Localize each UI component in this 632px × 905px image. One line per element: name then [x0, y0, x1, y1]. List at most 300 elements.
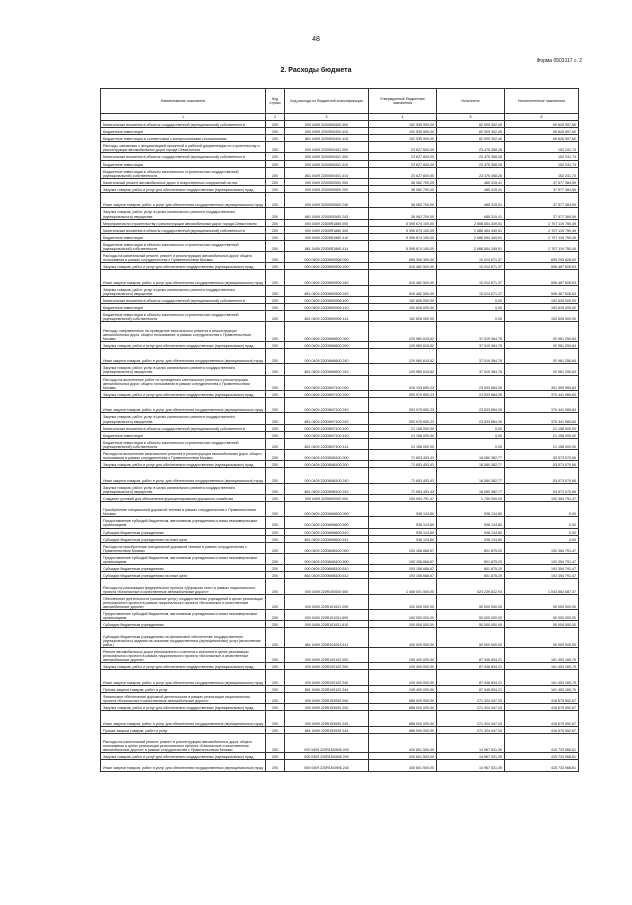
unexecuted-amount: 2 707 119 750,49	[505, 226, 579, 233]
budget-code: 000 0409 220R153930 240	[285, 711, 369, 726]
unexecuted-amount: 21 158 000,00	[505, 431, 579, 438]
line-code: 200	[266, 621, 285, 628]
budget-code: 000 0409 22005R1880 400	[285, 226, 369, 233]
column-number: 5	[437, 114, 505, 121]
page-number: 48	[312, 36, 320, 43]
approved-amount: 21 158 000,00	[369, 431, 437, 438]
budget-code: 000 0409 2200500400 400	[285, 121, 369, 128]
approved-amount: 193 156 666,67	[369, 542, 437, 553]
budget-code: 000 0409 2200600000 000	[285, 494, 369, 501]
executed-amount: 801 875,20	[437, 572, 505, 579]
executed-amount: 18 080 382,77	[437, 450, 505, 461]
expense-name: Финансовое обеспечение дорожной деятельности в рамках реализации национального проекта «Безопасные и качественные автомобильные дороги»	[101, 692, 266, 703]
line-code: 200	[266, 322, 285, 342]
expense-name: Иные закупки товаров, работ и услуг для обеспечения государственных (муниципальных) нужд	[101, 270, 266, 285]
executed-amount: 50 000 000,00	[437, 628, 505, 648]
executed-amount: 2 688 554 349,51	[437, 233, 505, 240]
executed-amount: 82 909 302,40	[437, 128, 505, 135]
unexecuted-amount: 192 354 791,47	[505, 572, 579, 579]
approved-amount: 393 975 650,23	[369, 413, 437, 424]
table-row	[101, 535, 579, 542]
approved-amount: 100 000 000,00	[369, 610, 437, 621]
unexecuted-amount: 506 467 828,63	[505, 263, 579, 270]
unexecuted-amount: 416 675 552,67	[505, 704, 579, 711]
executed-amount: 50 000 000,00	[437, 594, 505, 609]
approved-amount: 516 482 500,00	[369, 285, 437, 296]
table-row	[101, 628, 579, 648]
expense-name: Предоставление субсидий бюджетным, автономным учреждениям и иным некоммерческим организациям	[101, 517, 266, 528]
table-row	[101, 193, 579, 208]
column-number: 3	[285, 114, 369, 121]
line-code: 200	[266, 121, 285, 128]
expense-name: Приобретение специальной дорожной техники в рамках сотрудничества с Правительством Москвы	[101, 501, 266, 516]
line-code: 200	[266, 296, 285, 303]
executed-amount: 0,00	[437, 424, 505, 431]
executed-amount: 2 688 554 349,51	[437, 240, 505, 251]
approved-amount: 38 062 700,00	[369, 185, 437, 192]
executed-amount: 37 019 364,78	[437, 349, 505, 364]
expense-name: Прочая закупка товаров, работ и услуг	[101, 685, 266, 692]
table-row	[101, 322, 579, 342]
expense-name: Субсидии бюджетным учреждениям на финансовое обеспечение государственного (муниципального) задания на оказание государственных (муниципальных) услуг (выполнение работ)	[101, 628, 266, 648]
budget-code: 000 0409 22005M3906 400	[285, 296, 369, 303]
table-row	[101, 167, 579, 178]
expense-name: Закупка товаров, работ и услуг для обеспечения государственных (муниципальных) нужд	[101, 263, 266, 270]
unexecuted-amount: 2 707 119 750,49	[505, 240, 579, 251]
budget-code: 000 0409 22006M6600 600	[285, 517, 369, 528]
executed-amount: 0,00	[437, 296, 505, 303]
approved-amount: 393 975 650,23	[369, 390, 437, 397]
expense-name: Иные закупки товаров, работ и услуг для обеспечения государственных (муниципальных) нужд	[101, 468, 266, 483]
line-code: 200	[266, 461, 285, 468]
executed-amount: 801 875,20	[437, 542, 505, 553]
approved-amount: 688 000 000,00	[369, 726, 437, 733]
approved-amount: 152 535 900,00	[369, 135, 437, 142]
column-number: 1	[101, 114, 266, 121]
approved-amount: 129 980 615,62	[369, 349, 437, 364]
unexecuted-amount: 50 000 000,00	[505, 610, 579, 621]
line-code: 200	[266, 153, 285, 160]
line-code: 200	[266, 142, 285, 153]
column-header: Наименование показателя	[101, 89, 266, 114]
expense-name: Расходы на выполнение капитального ремонта и реконструкции автомобильных дорог общего пользования в рамках сотрудничества с Правительством Москвы	[101, 450, 266, 461]
table-row	[101, 364, 579, 375]
executed-amount: 23 475 358,26	[437, 167, 505, 178]
budget-code: 000 0409 22006M8100 000	[285, 542, 369, 553]
budget-code: 861 0409 22005R1880 414	[285, 240, 369, 251]
budget-code: 000 0409 220R101001 610	[285, 621, 369, 628]
approved-amount: 71 653 453,43	[369, 450, 437, 461]
executed-amount: 23 533 684,39	[437, 413, 505, 424]
unexecuted-amount: 161 453 165,79	[505, 647, 579, 662]
budget-code: 861 0409 22005M7100 414	[285, 438, 369, 449]
expense-name: Капитальные вложения в объекты государственной (муниципальной) собственности	[101, 121, 266, 128]
table-row	[101, 296, 579, 303]
expense-name: Бюджетные инвестиции в соответствии с концессионными соглашениями	[101, 135, 266, 142]
approved-amount: 193 156 666,67	[369, 572, 437, 579]
executed-amount: 23 475 358,26	[437, 153, 505, 160]
unexecuted-amount: 152 826 000,00	[505, 296, 579, 303]
executed-amount: 87 946 834,21	[437, 685, 505, 692]
budget-code: 000 0409 22005M7100 000	[285, 375, 369, 390]
line-code: 200	[266, 647, 285, 662]
budget-code: 861 0409 22005M7100 243	[285, 413, 369, 424]
unexecuted-amount: 161 453 165,79	[505, 670, 579, 685]
executed-amount: 271 324 447,33	[437, 711, 505, 726]
table-row	[101, 542, 579, 553]
approved-amount: 938 124,80	[369, 528, 437, 535]
expense-name: Предоставление субсидий бюджетным, автономным учреждениям и иным некоммерческим организациям	[101, 610, 266, 621]
table-row	[101, 240, 579, 251]
executed-amount: 10 014 671,37	[437, 263, 505, 270]
approved-amount: 23 627 600,00	[369, 167, 437, 178]
budget-code: 000 0409 22005M7100 400	[285, 424, 369, 431]
executed-amount: 801 875,20	[437, 553, 505, 564]
approved-amount: 100 000 000,00	[369, 594, 437, 609]
executed-amount: 10 014 671,37	[437, 252, 505, 263]
line-code: 200	[266, 517, 285, 528]
line-code: 200	[266, 413, 285, 424]
unexecuted-amount: 506 467 828,63	[505, 285, 579, 296]
budget-code: 861 0409 22005M3906 243	[285, 285, 369, 296]
budget-code: 000 0409 22005R1880 410	[285, 233, 369, 240]
executed-amount: 82 909 302,40	[437, 121, 505, 128]
budget-code: 000 0409 2200500400 410	[285, 128, 369, 135]
unexecuted-amount: 69 626 597,60	[505, 121, 579, 128]
approved-amount: 5 395 674 100,00	[369, 226, 437, 233]
budget-code: 000 0409 220R153930 000	[285, 692, 369, 703]
line-code: 200	[266, 167, 285, 178]
unexecuted-amount: 37 577 384,59	[505, 178, 579, 185]
header-row	[101, 89, 579, 114]
line-code: 200	[266, 424, 285, 431]
unexecuted-amount: 53 573 070,66	[505, 461, 579, 468]
executed-amount: 10 014 671,37	[437, 270, 505, 285]
executed-amount: 18 080 382,77	[437, 461, 505, 468]
expense-name: Бюджетные инвестиции в объекты капитального строительства государственной (муниципальной) собственности	[101, 240, 266, 251]
table-row	[101, 349, 579, 364]
expenses-table	[100, 88, 579, 772]
executed-amount: 23 533 684,39	[437, 375, 505, 390]
expense-name: Бюджетные инвестиции в объекты капитального строительства государственной (муниципальной) собственности	[101, 167, 266, 178]
table-row	[101, 121, 579, 128]
table-row	[101, 263, 579, 270]
budget-code: 861 0409 22005M3906 414	[285, 311, 369, 322]
unexecuted-amount: 92 961 250,84	[505, 322, 579, 342]
approved-amount: 5 395 674 100,00	[369, 240, 437, 251]
approved-amount: 38 062 700,00	[369, 208, 437, 219]
expense-name: Закупка товаров, работ, услуг в целях капитального ремонта государственного (муниципального) имущества	[101, 285, 266, 296]
line-code: 200	[266, 233, 285, 240]
executed-amount: 0,00	[437, 311, 505, 322]
column-header: Утвержденные бюджетные назначения	[369, 89, 437, 114]
line-code: 200	[266, 390, 285, 397]
expense-name: Бюджетные инвестиции в объекты капитального строительства государственной (муниципальной) собственности	[101, 438, 266, 449]
executed-amount: 271 324 447,33	[437, 726, 505, 733]
table-row	[101, 431, 579, 438]
line-code: 200	[266, 670, 285, 685]
line-code: 200	[266, 733, 285, 753]
table-row	[101, 517, 579, 528]
approved-amount: 23 627 600,00	[369, 142, 437, 153]
column-number: 4	[369, 114, 437, 121]
column-number: 6	[505, 114, 579, 121]
table-row	[101, 726, 579, 733]
unexecuted-amount: 415 733 968,61	[505, 733, 579, 753]
unexecuted-amount: 152 241,74	[505, 142, 579, 153]
expense-name: Закупка товаров, работ, услуг в целях капитального ремонта государственного (муниципального) имущества	[101, 483, 266, 494]
executed-amount: 485 315,41	[437, 193, 505, 208]
budget-code: 861 0409 2200500500 243	[285, 208, 369, 219]
expense-name: Иные закупки товаров, работ и услуг для обеспечения государственных (муниципальных) нужд	[101, 193, 266, 208]
table-row	[101, 208, 579, 219]
executed-amount: 801 875,20	[437, 565, 505, 572]
unexecuted-amount: 416 675 552,67	[505, 692, 579, 703]
budget-code: 000 0409 22005R1880 000	[285, 219, 369, 226]
unexecuted-amount: 415 733 968,61	[505, 753, 579, 760]
executed-amount: 2 688 554 349,51	[437, 219, 505, 226]
line-code: 200	[266, 128, 285, 135]
unexecuted-amount: 2 707 119 750,49	[505, 233, 579, 240]
expense-name: Закупка товаров, работ и услуг для обеспечения государственных (муниципальных) нужд	[101, 753, 266, 760]
table-row	[101, 450, 579, 461]
unexecuted-amount: 92 961 250,84	[505, 364, 579, 375]
unexecuted-amount: 69 626 597,60	[505, 135, 579, 142]
approved-amount: 152 535 900,00	[369, 121, 437, 128]
executed-amount: 938 124,80	[437, 501, 505, 516]
unexecuted-amount: 192 354 791,47	[505, 494, 579, 501]
unexecuted-amount: 50 000 000,00	[505, 628, 579, 648]
executed-amount: 0,00	[437, 431, 505, 438]
approved-amount: 152 826 000,00	[369, 304, 437, 311]
expense-name: Бюджетные инвестиции	[101, 160, 266, 167]
unexecuted-amount: 21 158 000,00	[505, 438, 579, 449]
table-row	[101, 670, 579, 685]
budget-code: 000 0409 22005M6600 000	[285, 322, 369, 342]
approved-amount: 194 094 791,47	[369, 494, 437, 501]
expense-name: Субсидии бюджетным учреждениям	[101, 621, 266, 628]
expense-name: Иные закупки товаров, работ и услуг для обеспечения государственных (муниципальных) нужд	[101, 670, 266, 685]
budget-code: 000 0409 2200500401 000	[285, 142, 369, 153]
executed-amount: 23 475 358,26	[437, 142, 505, 153]
line-code: 200	[266, 711, 285, 726]
section-title: 2. Расходы бюджета	[280, 67, 352, 74]
line-code: 200	[266, 572, 285, 579]
executed-amount: 23 475 358,26	[437, 160, 505, 167]
table-row	[101, 483, 579, 494]
table-row	[101, 142, 579, 153]
executed-amount: 14 967 531,39	[437, 760, 505, 771]
approved-amount: 669 308 300,00	[369, 252, 437, 263]
line-code: 200	[266, 704, 285, 711]
approved-amount: 430 601 500,00	[369, 760, 437, 771]
budget-code: 861 0409 2200500401 414	[285, 167, 369, 178]
budget-code: 000 0409 22006M8100 610	[285, 565, 369, 572]
unexecuted-amount: 416 675 552,67	[505, 726, 579, 733]
expense-name: Обеспечение деятельности (оказание услуг) государственных учреждений в целях реализации регионального проекта в рамках национального проекта «Безопасные и качественные автомобильные дороги»	[101, 594, 266, 609]
executed-amount: 10 014 671,37	[437, 285, 505, 296]
line-code: 200	[266, 628, 285, 648]
line-code: 200	[266, 208, 285, 219]
unexecuted-amount: 659 293 628,63	[505, 252, 579, 263]
expense-name: Закупка товаров, работ и услуг для обеспечения государственных (муниципальных) нужд	[101, 341, 266, 348]
executed-amount: 938 124,80	[437, 535, 505, 542]
budget-code: 861 0409 22006M8100 612	[285, 572, 369, 579]
table-row	[101, 226, 579, 233]
unexecuted-amount: 152 241,74	[505, 153, 579, 160]
approved-amount: 38 062 700,00	[369, 193, 437, 208]
expense-name: Расходы, связанные с актуализацией проектной и рабочей документации по строительству и реконструкции автомобильных дорог города Севастополя	[101, 142, 266, 153]
expense-name: Капитальные вложения в объекты государственной (муниципальной) собственности	[101, 153, 266, 160]
unexecuted-amount: 192 354 791,47	[505, 542, 579, 553]
table-row	[101, 647, 579, 662]
column-header: Код расхода по бюджетной классификации	[285, 89, 369, 114]
column-number: 2	[266, 114, 285, 121]
expense-name: Закупка товаров, работ и услуг для обеспечения государственных (муниципальных) нужд	[101, 185, 266, 192]
budget-code: 000 0409 2200500401 400	[285, 153, 369, 160]
expense-name: Субсидии бюджетным учреждениям	[101, 528, 266, 535]
column-header: Неисполненные назначения	[505, 89, 579, 114]
table-row	[101, 185, 579, 192]
unexecuted-amount: 152 241,74	[505, 160, 579, 167]
line-code: 200	[266, 450, 285, 461]
expense-name: Иные закупки товаров, работ и услуг для обеспечения государственных (муниципальных) нужд	[101, 760, 266, 771]
unexecuted-amount: 53 573 070,66	[505, 450, 579, 461]
line-code: 200	[266, 431, 285, 438]
approved-amount: 688 000 000,00	[369, 711, 437, 726]
approved-amount: 1 468 001 500,00	[369, 579, 437, 594]
table-row	[101, 621, 579, 628]
executed-amount: 938 124,80	[437, 528, 505, 535]
budget-code: 000 0409 22005M3906 000	[285, 252, 369, 263]
line-code: 200	[266, 219, 285, 226]
approved-amount: 249 400 000,00	[369, 670, 437, 685]
expense-name: Иные закупки товаров, работ и услуг для обеспечения государственных (муниципальных) нужд	[101, 711, 266, 726]
table-row	[101, 413, 579, 424]
executed-amount: 50 000 000,00	[437, 610, 505, 621]
executed-amount: 37 019 364,78	[437, 364, 505, 375]
budget-code: 000 0409 22006M6600 610	[285, 528, 369, 535]
unexecuted-amount: 21 158 000,00	[505, 424, 579, 431]
table-row	[101, 692, 579, 703]
unexecuted-amount: 53 573 070,66	[505, 468, 579, 483]
table-row	[101, 501, 579, 516]
approved-amount: 938 124,80	[369, 535, 437, 542]
approved-amount: 71 653 453,43	[369, 468, 437, 483]
approved-amount: 129 980 615,62	[369, 364, 437, 375]
budget-code: 000 0409 220R1M3906 200	[285, 753, 369, 760]
expense-name: Закупка товаров, работ, услуг в целях капитального ремонта государственного (муниципального) имущества	[101, 208, 266, 219]
table-row	[101, 461, 579, 468]
unexecuted-amount: 0,00	[505, 517, 579, 528]
budget-code: 000 0409 220R101001 600	[285, 610, 369, 621]
expense-name: Расходы на выполнение работ по проведению капитального ремонта и реконструкции автомобильных дорог общего пользования в рамках сотрудничества с Правительством Москвы	[101, 375, 266, 390]
line-code: 200	[266, 542, 285, 553]
budget-code: 000 0409 22005M6600 240	[285, 349, 369, 364]
budget-code: 000 0409 22005M6600 200	[285, 341, 369, 348]
line-code: 200	[266, 193, 285, 208]
table-row	[101, 753, 579, 760]
table-row	[101, 233, 579, 240]
line-code: 200	[266, 178, 285, 185]
table-row	[101, 494, 579, 501]
line-code: 200	[266, 263, 285, 270]
executed-amount: 87 946 834,21	[437, 647, 505, 662]
budget-code: 000 0409 220R1M3906 000	[285, 733, 369, 753]
line-code: 200	[266, 240, 285, 251]
unexecuted-amount: 92 961 250,84	[505, 349, 579, 364]
approved-amount: 430 601 500,00	[369, 733, 437, 753]
line-code: 200	[266, 252, 285, 263]
budget-code: 000 0409 22005M8100 200	[285, 461, 369, 468]
budget-code: 000 0409 22006M6600 000	[285, 501, 369, 516]
approved-amount: 100 000 000,00	[369, 621, 437, 628]
expense-name: Ремонт автомобильных дорог регионального и местного значения в целях реализации регионального проекта в рамках национального проекта «Безопасные и качественные автомобильные дороги»	[101, 647, 266, 662]
expense-name: Расходы на капитальный ремонт, ремонт и реконструкцию автомобильных дорог общего пользования в целях реализации регионального проекта «Безопасные и качественные автомобильные дороги» в рамках сотрудничества с Правительством Москвы	[101, 733, 266, 753]
table-row	[101, 285, 579, 296]
budget-code: 000 0409 220R100102 000	[285, 647, 369, 662]
table-row	[101, 341, 579, 348]
unexecuted-amount: 37 577 384,59	[505, 193, 579, 208]
unexecuted-amount: 37 577 384,59	[505, 208, 579, 219]
unexecuted-amount: 152 241,74	[505, 167, 579, 178]
line-code: 200	[266, 535, 285, 542]
line-code: 200	[266, 692, 285, 703]
approved-amount: 21 158 000,00	[369, 438, 437, 449]
unexecuted-amount: 370 441 965,84	[505, 413, 579, 424]
budget-code: 000 0409 220R101001 000	[285, 594, 369, 609]
expense-name: Расходы на приобретение специальной дорожной техники в рамках сотрудничества с Правительством Москвы	[101, 542, 266, 553]
table-row	[101, 579, 579, 594]
expense-name: Капитальный ремонт автомобильных дорог и искусственных сооружений на них	[101, 178, 266, 185]
table-row	[101, 733, 579, 753]
expense-name: Расходы, направленные на проведение капитального ремонта и реконструкции автомобильных дорог общего пользования, в рамках сотрудничества с Правительством Москвы	[101, 322, 266, 342]
approved-amount: 249 400 000,00	[369, 647, 437, 662]
unexecuted-amount: 152 826 000,00	[505, 311, 579, 322]
budget-code: 000 0409 22006M8100 600	[285, 553, 369, 564]
executed-amount: 424 239 812,93	[437, 579, 505, 594]
table-row	[101, 610, 579, 621]
executed-amount: 37 019 364,78	[437, 322, 505, 342]
unexecuted-amount: 161 453 165,79	[505, 663, 579, 670]
executed-amount: 485 315,41	[437, 185, 505, 192]
table-row	[101, 160, 579, 167]
table-row	[101, 304, 579, 311]
expense-name: Субсидии бюджетным учреждениям на иные цели	[101, 572, 266, 579]
budget-code: 000 0409 220R100102 200	[285, 663, 369, 670]
line-code: 200	[266, 438, 285, 449]
budget-code: 000 0409 22005M3906 200	[285, 263, 369, 270]
table-row	[101, 760, 579, 771]
approved-amount: 688 000 000,00	[369, 692, 437, 703]
table-row	[101, 153, 579, 160]
budget-code: 861 0409 220R101001 611	[285, 628, 369, 648]
approved-amount: 71 653 453,43	[369, 483, 437, 494]
executed-amount: 82 909 302,40	[437, 135, 505, 142]
budget-code: 861 0409 22005M6600 243	[285, 364, 369, 375]
column-number-row	[101, 114, 579, 121]
expense-name: Расходы на капитальный ремонт, ремонт и реконструкцию автомобильных дорог общего пользования в рамках сотрудничества с Правительством Москвы	[101, 252, 266, 263]
expense-name: Расходы на реализацию федерального проекта «Дорожная сеть» в рамках национального проекта «Безопасные и качественные автомобильные дороги»	[101, 579, 266, 594]
unexecuted-amount: 2 707 119 750,49	[505, 219, 579, 226]
approved-amount: 5 395 674 100,00	[369, 219, 437, 226]
budget-code: 861 0409 2200500400 415	[285, 135, 369, 142]
executed-amount: 87 946 834,21	[437, 670, 505, 685]
approved-amount: 249 400 000,00	[369, 685, 437, 692]
unexecuted-amount: 161 453 165,79	[505, 685, 579, 692]
expense-name: Предоставление субсидий бюджетным, автономным учреждениям и иным некоммерческим организациям	[101, 553, 266, 564]
approved-amount: 23 627 600,00	[369, 153, 437, 160]
